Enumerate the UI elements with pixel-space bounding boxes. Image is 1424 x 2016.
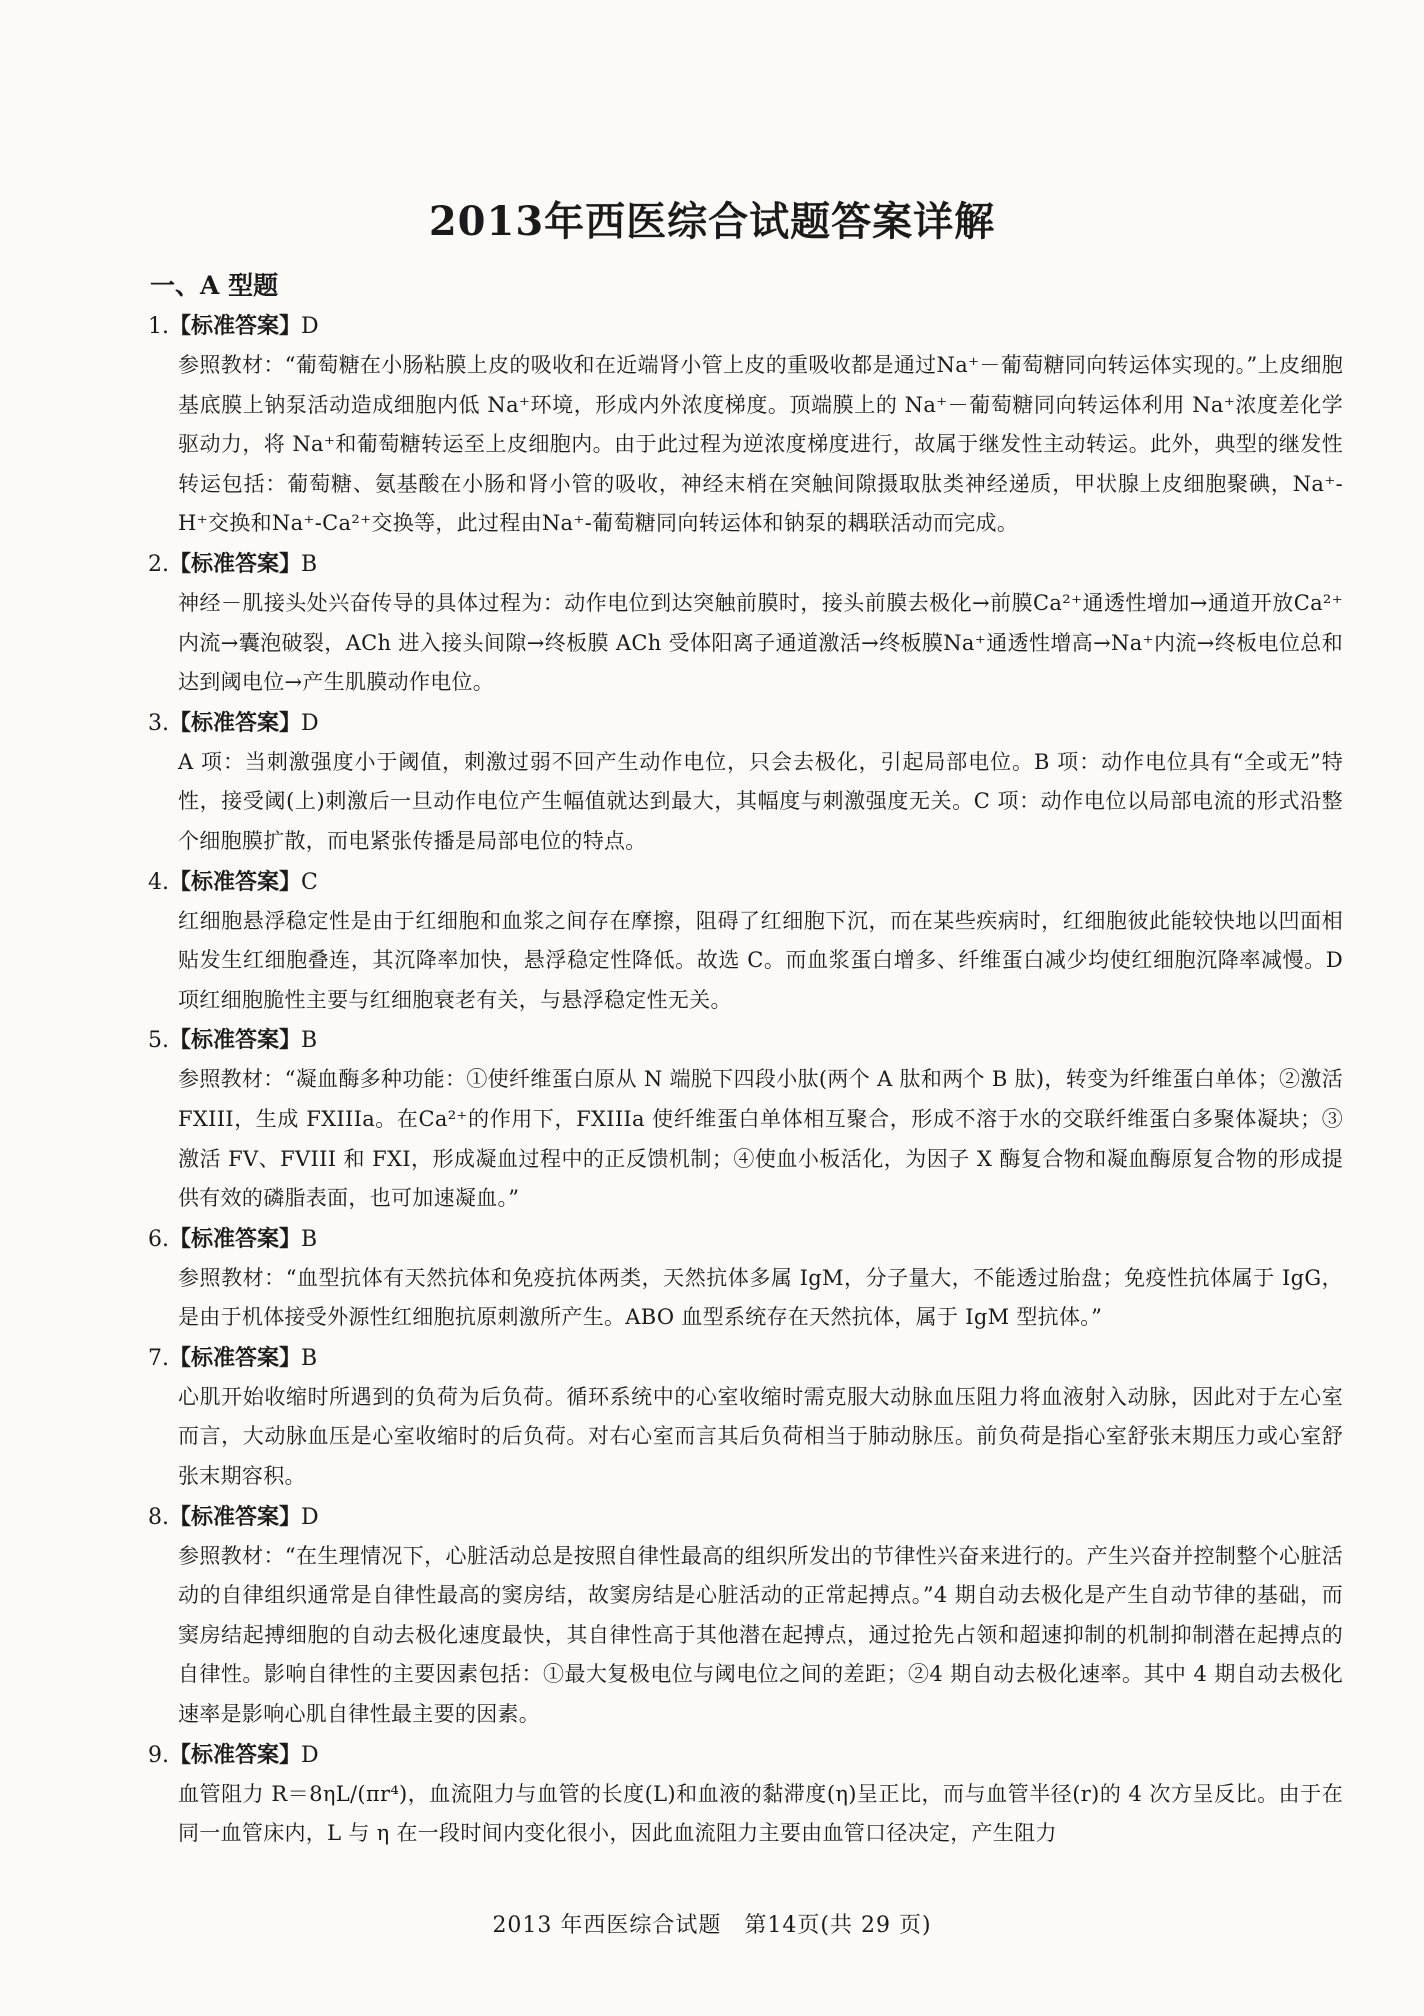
question-number: 4. bbox=[148, 869, 169, 895]
answer-label: 【标准答案】 bbox=[169, 709, 302, 736]
question-number: 7. bbox=[148, 1345, 169, 1371]
question-3 bbox=[148, 703, 1348, 862]
explanation-text: 参照教材：“血型抗体有天然抗体和免疫抗体两类，天然抗体多属 IgM，分子量大，不能透过胎盘；免疫性抗体属于 IgG，是由于机体接受外源性红细胞抗原刺激所产生。ABO 血型系统存在天然抗体，属于 IgM 型抗体。” bbox=[178, 1265, 1343, 1330]
answer-label: 【标准答案】 bbox=[169, 550, 302, 577]
answer-label: 【标准答案】 bbox=[169, 1503, 302, 1530]
answer-line bbox=[148, 703, 1348, 743]
question-number: 6. bbox=[148, 1226, 169, 1252]
answer-value: D bbox=[301, 314, 319, 339]
question-number: 9. bbox=[148, 1742, 169, 1768]
answer-line bbox=[148, 1497, 1348, 1537]
answer-label: 【标准答案】 bbox=[169, 1344, 302, 1371]
explanation-text: 血管阻力 R＝8ηL/(πr⁴)，血流阻力与血管的长度(L)和血液的黏滞度(η)呈正比，而与血管半径(r)的 4 次方呈反比。由于在同一血管床内，L 与 η 在一段时间内变化很小，因此血流阻力主要由血管口径决定，产生阻力 bbox=[178, 1781, 1343, 1846]
question-number: 1. bbox=[148, 314, 169, 339]
answer-label: 【标准答案】 bbox=[169, 868, 302, 895]
question-6 bbox=[148, 1219, 1348, 1338]
question-9 bbox=[148, 1735, 1348, 1854]
explanation-text: 心肌开始收缩时所遇到的负荷为后负荷。循环系统中的心室收缩时需克服大动脉血压阻力将血液射入动脉，因此对于左心室而言，大动脉血压是心室收缩时的后负荷。对右心室而言其后负荷相当于肺动脉压。前负荷是指心室舒张末期压力或心室舒张末期容积。 bbox=[178, 1384, 1343, 1489]
answer-value: D bbox=[301, 710, 319, 736]
explanation-text: 红细胞悬浮稳定性是由于红细胞和血浆之间存在摩擦，阻碍了红细胞下沉，而在某些疾病时，红细胞彼此能较快地以凹面相贴发生红细胞叠连，其沉降率加快，悬浮稳定性降低。故选 C。而血浆蛋白增多、纤维蛋白减少均使红细胞沉降率减慢。D 项红细胞脆性主要与红细胞衰老有关，与悬浮稳定性无关。 bbox=[178, 908, 1343, 1012]
explanation-text: 参照教材：“在生理情况下，心脏活动总是按照自律性最高的组织所发出的节律性兴奋来进行的。产生兴奋并控制整个心脏活动的自律组织通常是自律性最高的窦房结，故窦房结是心脏活动的正常起搏点。”4 期自动去极化是产生自动节律的基础，而窦房结起搏细胞的自动去极化速度最快，其自律性高于其他潜在起搏点，通过抢先占领和超速抑制的机制抑制潜在起搏点的自律性。影响自律性的主要因素包括：①最大复极电位与阈电位之间的差距；②4 期自动去极化速率。其中 4 期自动去极化速率是影响心肌自律性最主要的因素。 bbox=[178, 1543, 1343, 1727]
answer-value: C bbox=[301, 869, 318, 895]
explanation-text: A 项：当刺激强度小于阈值，刺激过弱不回产生动作电位，只会去极化，引起局部电位。B 项：动作电位具有“全或无”特性，接受阈(上)刺激后一旦动作电位产生幅值就达到最大，其幅度与刺激强度无关。C 项：动作电位以局部电流的形式沿整个细胞膜扩散，而电紧张传播是局部电位的特点。 bbox=[178, 749, 1343, 853]
page-title: 2013年西医综合试题答案详解 bbox=[428, 198, 996, 245]
question-number: 5. bbox=[148, 1028, 169, 1054]
page-footer: 2013 年西医综合试题 第14页(共 29 页) bbox=[492, 1913, 932, 1938]
answer-line bbox=[148, 1219, 1348, 1259]
answer-value: B bbox=[301, 551, 318, 577]
explanation-text: 神经－肌接头处兴奋传导的具体过程为：动作电位到达突触前膜时，接头前膜去极化→前膜Ca²⁺通透性增加→通道开放Ca²⁺内流→囊泡破裂，ACh 进入接头间隙→终板膜 ACh 受体阳离子通道激活→终板膜Na⁺通透性增高→Na⁺内流→终板电位总和达到阈电位→产生肌膜动作电位。 bbox=[178, 590, 1343, 695]
explanation-text: 参照教材：“葡萄糖在小肠粘膜上皮的吸收和在近端肾小管上皮的重吸收都是通过Na⁺－葡萄糖同向转运体实现的。”上皮细胞基底膜上钠泵活动造成细胞内低 Na⁺环境，形成内外浓度梯度。顶端膜上的 Na⁺－葡萄糖同向转运体利用 Na⁺浓度差化学驱动力，将 Na⁺和葡萄糖转运至上皮细胞内。由于此过程为逆浓度梯度进行，故属于继发性主动转运。此外，典型的继发性转运包括：葡萄糖、氨基酸在小肠和肾小管的吸收，神经末梢在突触间隙摄取肽类神经递质，甲状腺上皮细胞聚碘，Na⁺-H⁺交换和Na⁺-Ca²⁺交换等，此过程由Na⁺-葡萄糖同向转运体和钠泵的耦联活动而完成。 bbox=[178, 353, 1343, 536]
question-7 bbox=[148, 1338, 1348, 1497]
answer-value: B bbox=[301, 1028, 318, 1054]
answer-value: B bbox=[301, 1226, 318, 1252]
answer-value: D bbox=[301, 1504, 319, 1530]
answer-value: D bbox=[301, 1742, 319, 1768]
answer-line bbox=[148, 1735, 1348, 1775]
answer-label: 【标准答案】 bbox=[169, 1225, 302, 1252]
section-heading: 一、A 型题 bbox=[150, 271, 279, 300]
question-number: 3. bbox=[148, 710, 169, 736]
question-2 bbox=[148, 544, 1348, 703]
answer-label: 【标准答案】 bbox=[169, 1741, 302, 1768]
answer-line bbox=[148, 1338, 1348, 1378]
question-5 bbox=[148, 1020, 1348, 1218]
explanation-text: 参照教材：“凝血酶多种功能：①使纤维蛋白原从 N 端脱下四段小肽(两个 A 肽和两个 B 肽)，转变为纤维蛋白单体；②激活 FXIII，生成 FXIIIa。在Ca²⁺的作用下，FXIIIa 使纤维蛋白单体相互聚合，形成不溶于水的交联纤维蛋白多聚体凝块；③激活 FV、FVIII 和 FXI，形成凝血过程中的正反馈机制；④使血小板活化，为因子 X 酶复合物和凝血酶原复合物的形成提供有效的磷脂表面，也可加速凝血。” bbox=[178, 1067, 1343, 1211]
answer-label: 【标准答案】 bbox=[169, 1027, 302, 1054]
question-number: 2. bbox=[148, 551, 169, 577]
answer-line bbox=[148, 306, 1348, 346]
question-4 bbox=[148, 862, 1348, 1021]
question-8 bbox=[148, 1497, 1348, 1735]
answer-line bbox=[148, 544, 1348, 584]
answer-list bbox=[148, 306, 1348, 1854]
question-1 bbox=[148, 306, 1348, 544]
answer-value: B bbox=[301, 1345, 318, 1371]
question-number: 8. bbox=[148, 1504, 169, 1530]
answer-label: 【标准答案】 bbox=[169, 313, 302, 339]
answer-line bbox=[148, 1020, 1348, 1060]
answer-line bbox=[148, 862, 1348, 902]
